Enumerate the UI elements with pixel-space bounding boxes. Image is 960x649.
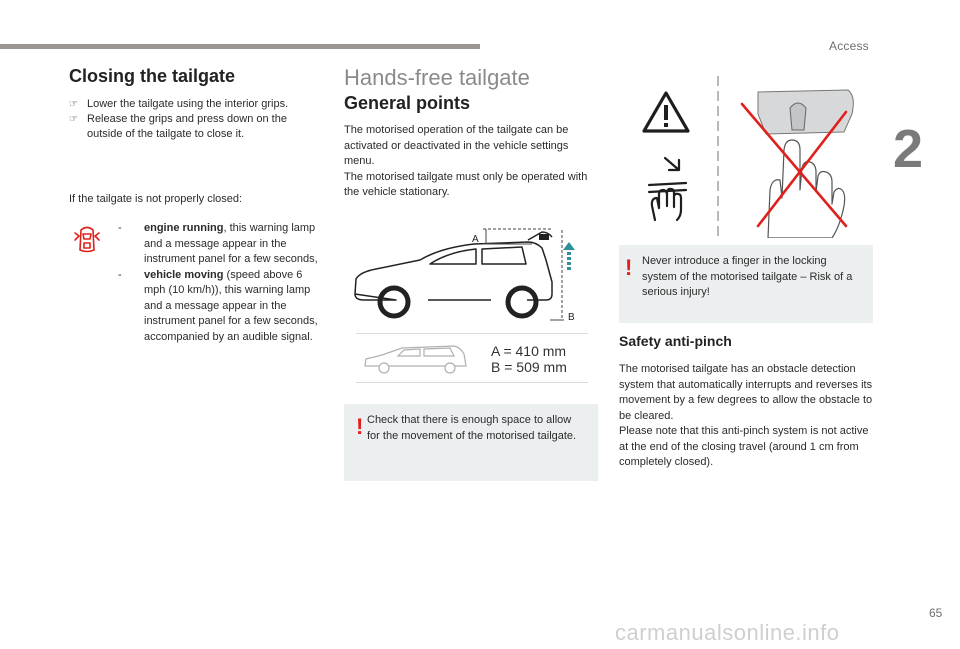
hand-press-icon xyxy=(645,156,690,222)
general-paragraph: The motorised operation of the tailgate can be activated or deactivated in the vehicle settings menu. xyxy=(344,124,569,167)
label-b: B xyxy=(568,312,575,323)
step-text: Lower the tailgate using the interior grips. xyxy=(87,98,289,110)
safety-paragraph: Please note that this anti-pinch system is not active at the end of the closing travel (around 1 cm from completely closed). xyxy=(619,425,869,468)
condition-item xyxy=(118,268,318,346)
finger-warning-text: Never introduce a finger in the locking system of the motorised tailgate – Risk of a serious injury! xyxy=(642,255,853,298)
closing-title: Closing the tailgate xyxy=(69,66,236,86)
space-warning-note xyxy=(344,404,598,481)
handsfree-title: Hands-free tailgate xyxy=(344,65,530,90)
watermark: carmanualsonline.info xyxy=(615,620,840,645)
general-points-title: General points xyxy=(344,93,471,113)
condition-label: engine running xyxy=(144,222,224,234)
warning-conditions xyxy=(118,221,318,345)
space-warning-text: Check that there is enough space to allow for the movement of the motorised tailgate. xyxy=(367,414,577,442)
safety-paragraph: The motorised tailgate has an obstacle detection system that automatically interrupts and reverses its movement by a few degrees to allow the obstacle to be cleared. xyxy=(619,363,873,422)
condition-text: , this warning lamp and a message appear in the instrument panel for a few seconds, xyxy=(144,222,318,265)
general-paragraph: The motorised tailgate must only be operated with the vehicle stationary. xyxy=(344,170,588,198)
step-item xyxy=(69,112,319,142)
pointer-icon: ☞ xyxy=(69,114,78,125)
dimension-values xyxy=(491,343,567,375)
pointer-icon: ☞ xyxy=(69,99,78,110)
section-title: Access xyxy=(829,39,869,53)
dash: - xyxy=(118,268,122,281)
exclamation-icon: ! xyxy=(356,414,364,439)
closing-steps xyxy=(69,97,319,142)
not-closed-intro: If the tailgate is not properly closed: xyxy=(69,193,243,205)
step-item xyxy=(69,97,319,112)
warning-triangle-icon xyxy=(642,90,690,134)
condition-text: (speed above 6 mph (10 km/h)), this warning lamp and a message appear in the instrument panel for a few seconds, accompanied by an audible signal. xyxy=(144,268,318,343)
step-text: Release the grips and press down on the outside of the tailgate to close it. xyxy=(87,113,287,140)
tailgate-open-warning-icon xyxy=(73,222,101,258)
no-finger-illustration xyxy=(728,86,873,238)
dash: - xyxy=(118,222,122,234)
dimension-b: B = 509 mm xyxy=(491,359,567,375)
condition-item xyxy=(118,221,318,268)
car-outline-icon xyxy=(362,342,472,376)
tailgate-clearance-diagram xyxy=(352,222,592,330)
header-bar xyxy=(0,44,480,49)
divider-line xyxy=(717,76,719,240)
finger-warning-note xyxy=(619,245,873,323)
safety-text xyxy=(619,362,877,471)
condition-label: vehicle moving xyxy=(144,268,224,281)
label-a: A xyxy=(472,234,479,245)
page-number: 65 xyxy=(929,606,943,620)
safety-title: Safety anti-pinch xyxy=(619,333,732,349)
dimension-a: A = 410 mm xyxy=(491,343,567,359)
general-points-text xyxy=(344,123,599,201)
chapter-number: 2 xyxy=(893,119,924,179)
exclamation-icon: ! xyxy=(625,255,633,280)
